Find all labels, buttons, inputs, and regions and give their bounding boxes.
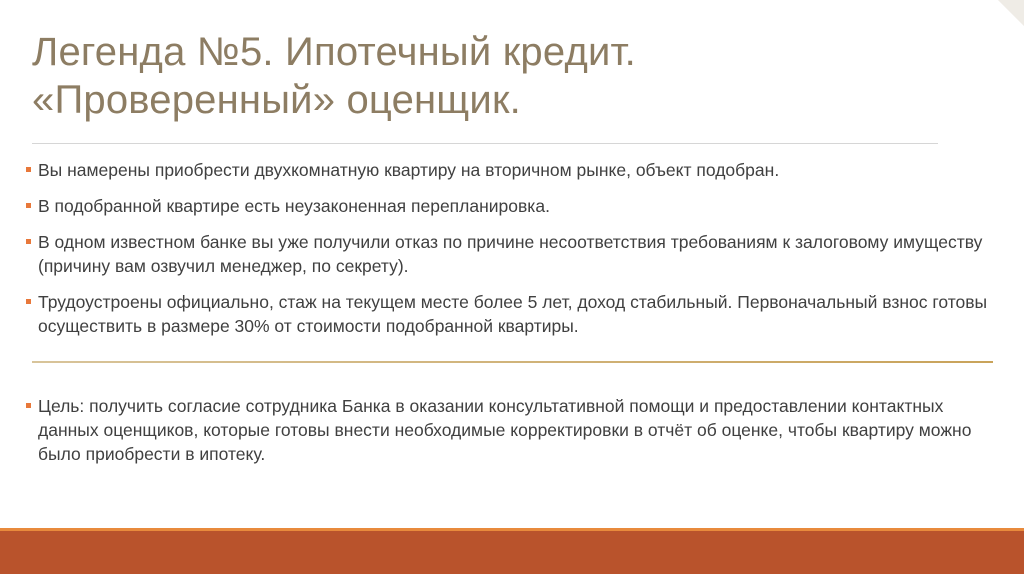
bullet-item [26, 290, 1006, 338]
bullet-text: В одном известном банке вы уже получили отказ по причине несоответствия требованиям к залоговому имуществу (причину вам озвучил менеджер, по секрету). [38, 232, 983, 276]
goal-list [26, 394, 1006, 478]
goal-text: Цель: получить согласие сотрудника Банка в оказании консультативной помощи и предоставлении контактных данных оценщиков, которые готовы внести необходимые корректировки в отчёт об оценке, чтобы квартиру можно было приобрести в ипотеку. [38, 396, 972, 464]
footer-bar [0, 531, 1024, 574]
bullet-square-icon [26, 167, 31, 172]
section-divider [32, 361, 993, 363]
bullet-square-icon [26, 203, 31, 208]
goal-item [26, 394, 1006, 466]
bullet-item [26, 194, 1006, 218]
title-divider [32, 143, 938, 144]
bullet-list [26, 158, 1006, 350]
slide-title-line-1: Легенда №5. Ипотечный кредит. [32, 30, 636, 74]
bullet-item [26, 230, 1006, 278]
bullet-square-icon [26, 299, 31, 304]
bullet-square-icon [26, 403, 31, 408]
slide-title [32, 28, 972, 124]
bullet-text: Вы намерены приобрести двухкомнатную квартиру на вторичном рынке, объект подобран. [38, 160, 780, 180]
bullet-text: В подобранной квартире есть неузаконенная перепланировка. [38, 196, 550, 216]
page-corner-fold [998, 0, 1024, 26]
bullet-text: Трудоустроены официально, стаж на текущем месте более 5 лет, доход стабильный. Первоначальный взнос готовы осуществить в размере 30% от стоимости подобранной квартиры. [38, 292, 988, 336]
slide-title-line-2: «Проверенный» оценщик. [32, 78, 521, 122]
bullet-item [26, 158, 1006, 182]
bullet-square-icon [26, 239, 31, 244]
